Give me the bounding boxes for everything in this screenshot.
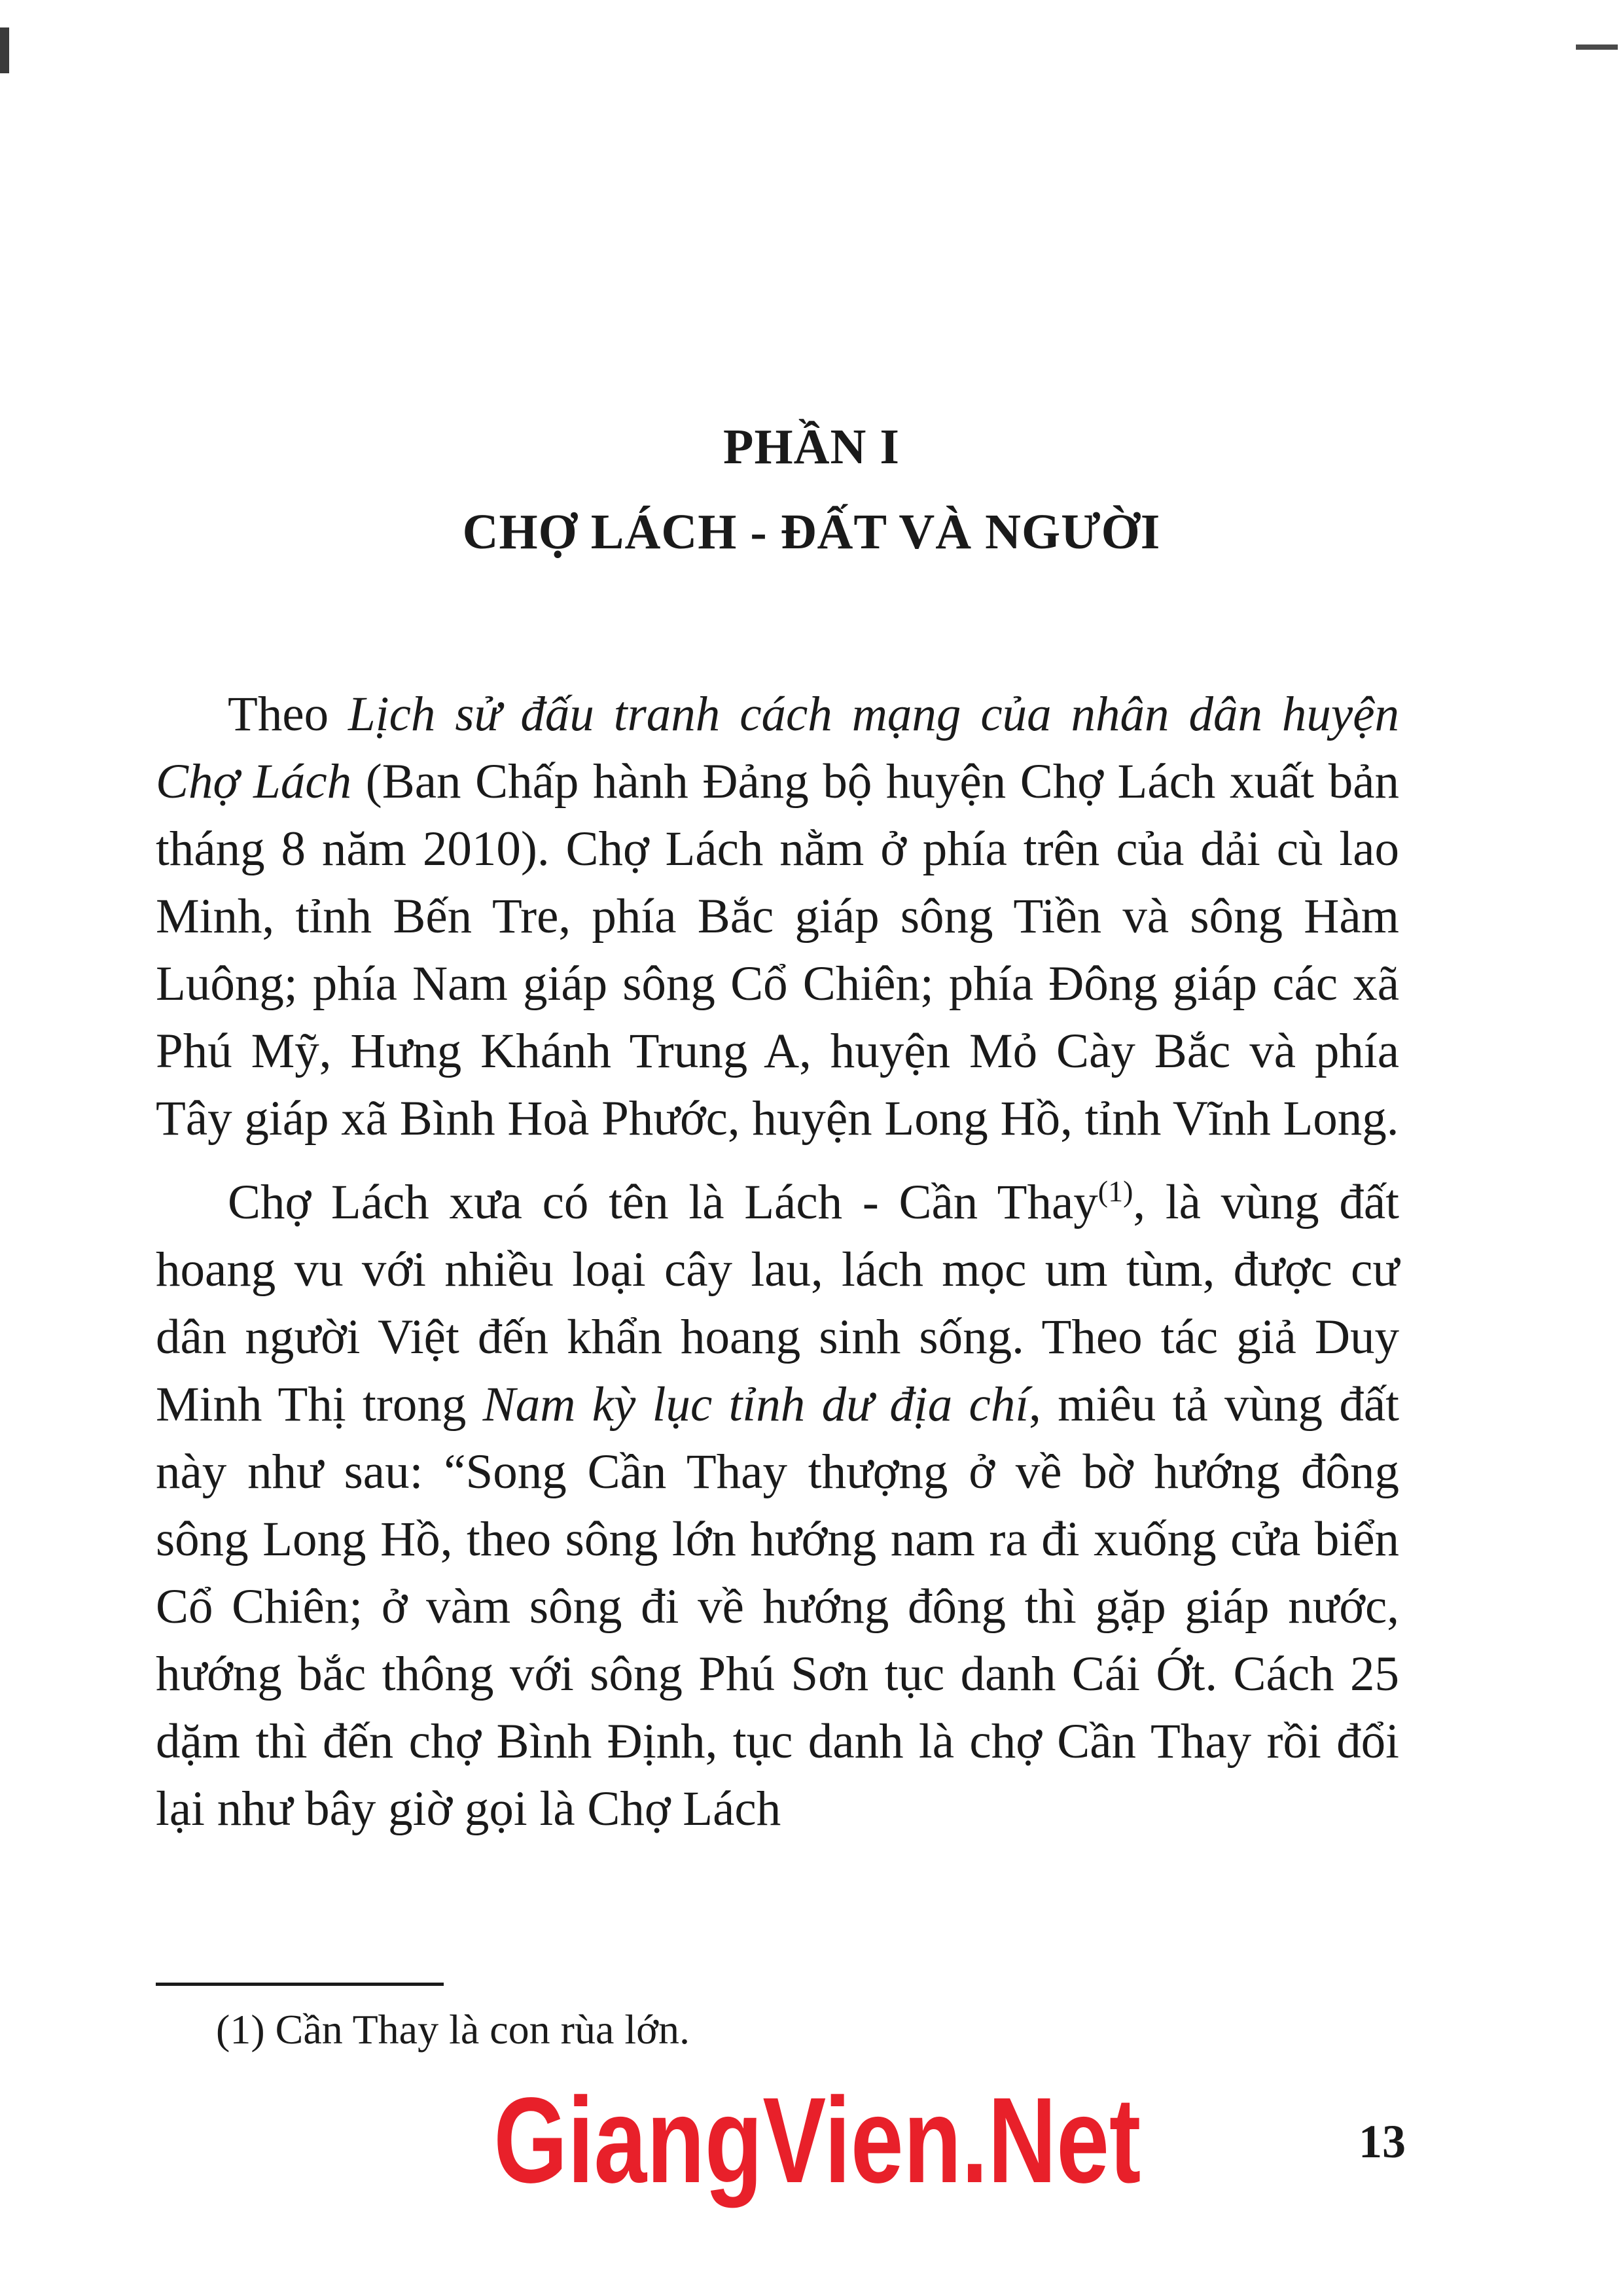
paragraph-1-book-title: Lịch sử đấu tranh cách mạng của nhân dân huyện Chợ Lách bbox=[156, 687, 1400, 809]
watermark: GiangVien.Net bbox=[493, 2073, 1141, 2208]
chapter-title: CHỢ LÁCH - ĐẤT VÀ NGƯỜI bbox=[462, 504, 1161, 559]
paragraph-2-book-title: Nam kỳ lục tỉnh dư địa chí bbox=[482, 1377, 1029, 1432]
footnote-divider bbox=[156, 1983, 444, 1986]
paragraph-1 bbox=[156, 680, 1399, 1152]
footnote-reference: (1) bbox=[1097, 1174, 1133, 1208]
body-text bbox=[156, 680, 1399, 1843]
page-number: 13 bbox=[1359, 2115, 1406, 2168]
scan-edge-mark-right bbox=[1576, 44, 1618, 50]
paragraph-2-text-middle: , là vùng đất hoang vu với nhiều loại cây lau, lách mọc um tùm, được cư dân người Việt đến khẩn hoang sinh sống. Theo tác giả Duy Minh Thị trong bbox=[156, 1175, 1399, 1432]
footnote: (1) Cần Thay là con rùa lớn. bbox=[216, 2006, 690, 2053]
paragraph-2 bbox=[156, 1169, 1399, 1843]
paragraph-2-text-rest: , miêu tả vùng đất này như sau: “Song Cần Thay thượng ở về bờ hướng đông sông Long Hồ, theo sông lớn hướng nam ra đi xuống cửa biển Cổ Chiên; ở vàm sông đi về hướng đông thì gặp giáp nước, hướng bắc thông với sông Phú Sơn tục danh Cái Ớt. Cách 25 dặm thì đến chợ Bình Định, tục danh là chợ Cần Thay rồi đổi lại như bây giờ gọi là Chợ Lách bbox=[156, 1377, 1400, 1836]
paragraph-2-text-start: Chợ Lách xưa có tên là Lách - Cần Thay bbox=[228, 1175, 1098, 1229]
part-title: PHẦN I bbox=[723, 419, 900, 474]
paragraph-1-text-rest: (Ban Chấp hành Đảng bộ huyện Chợ Lách xuất bản tháng 8 năm 2010). Chợ Lách nằm ở phía trên của dải cù lao Minh, tỉnh Bến Tre, phía Bắc giáp sông Tiền và sông Hàm Luông; phía Nam giáp sông Cổ Chiên; phía Đông giáp các xã Phú Mỹ, Hưng Khánh Trung A, huyện Mỏ Cày Bắc và phía Tây giáp xã Bình Hoà Phước, huyện Long Hồ, tỉnh Vĩnh Long. bbox=[156, 754, 1399, 1146]
scan-edge-mark-left bbox=[0, 27, 9, 73]
paragraph-1-text-start: Theo bbox=[228, 687, 349, 741]
